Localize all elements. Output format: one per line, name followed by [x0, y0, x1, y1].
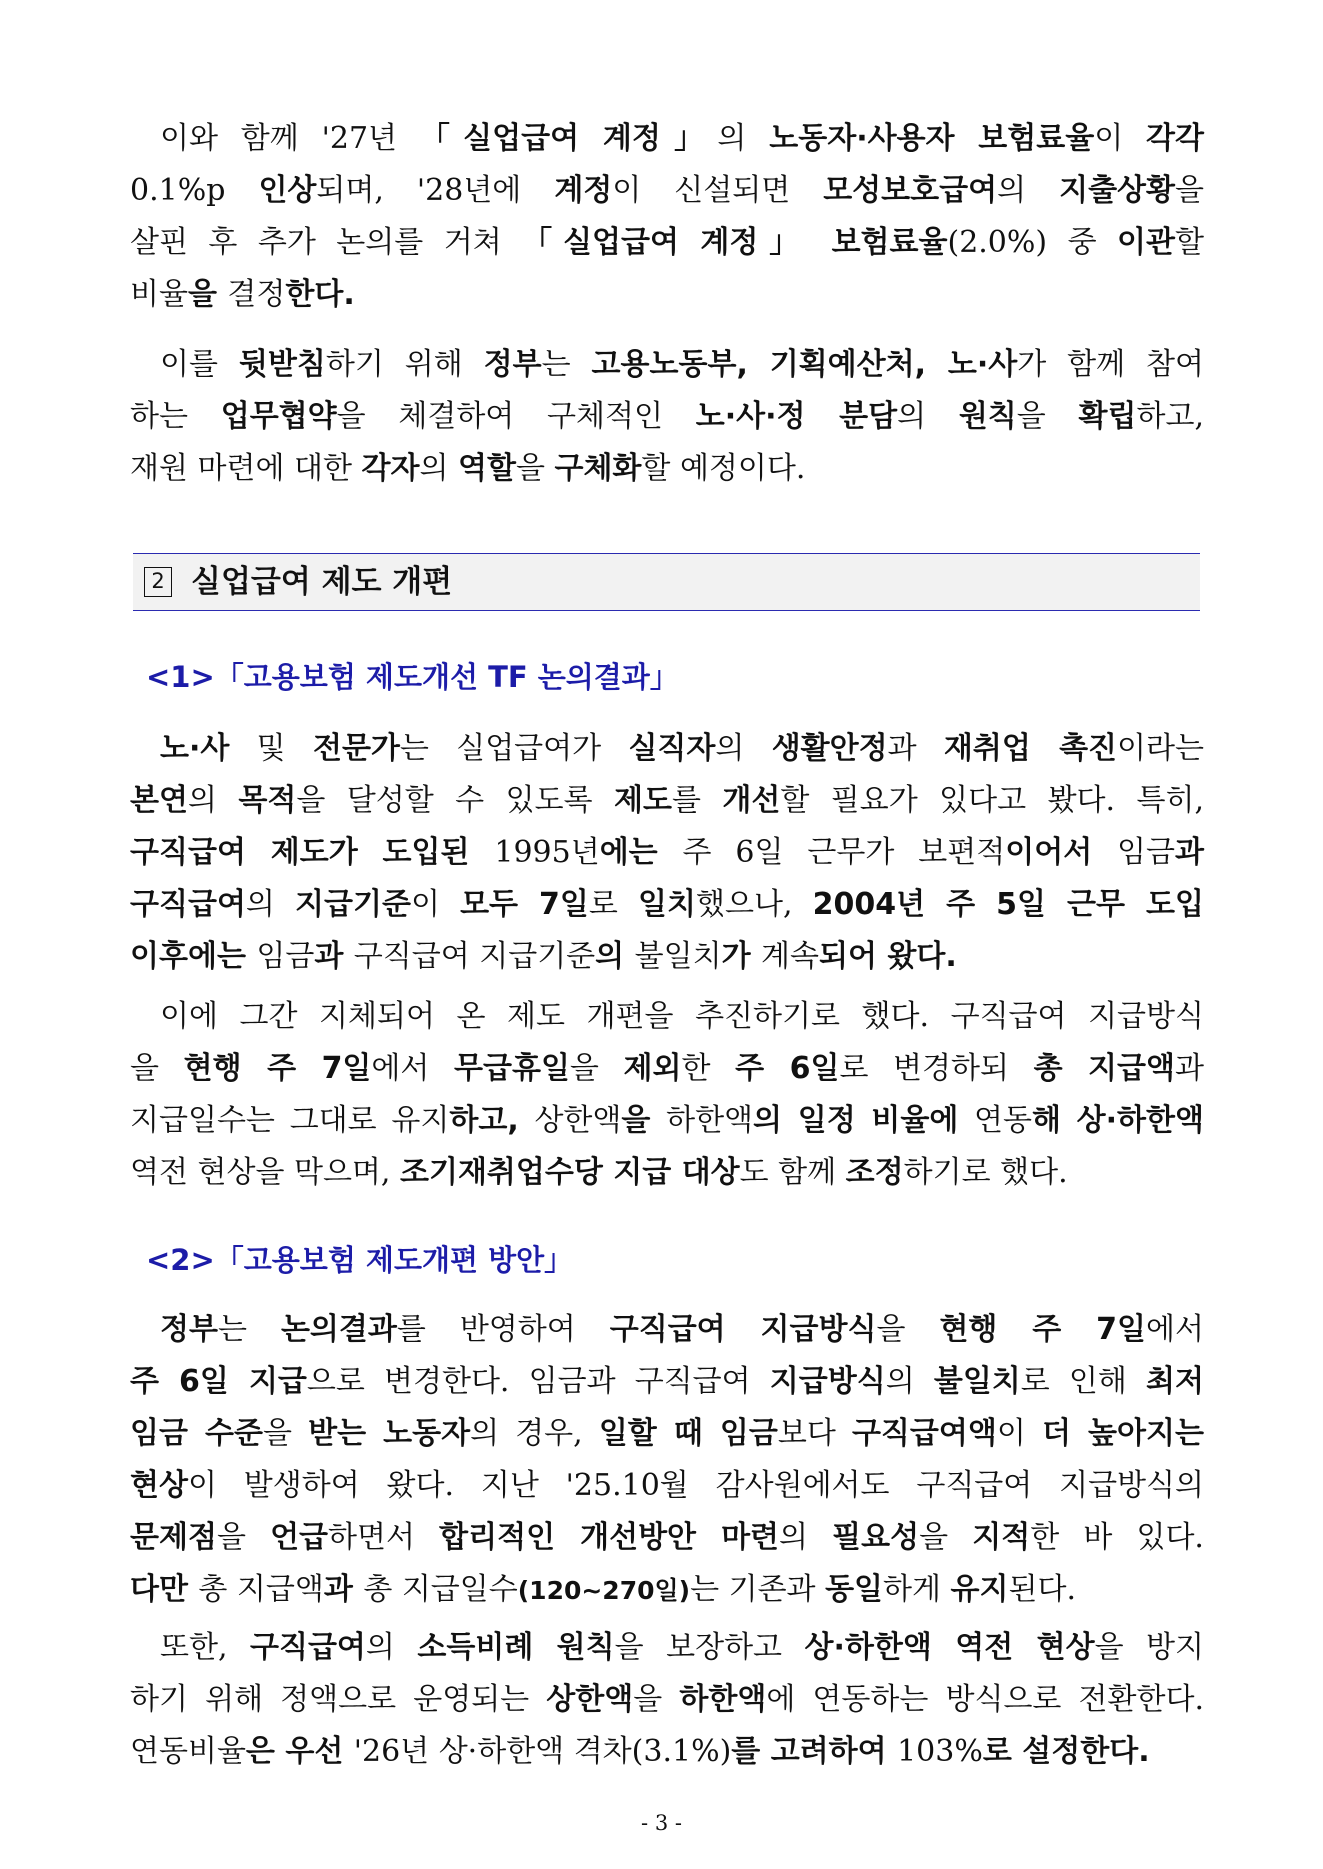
text-run: 의 — [897, 399, 959, 434]
text-run: 또한, — [160, 1630, 250, 1665]
bold-phrase: 되어 왔다. — [818, 939, 957, 974]
paragraph-line — [130, 1674, 1204, 1726]
text-run: '26년 상·하한액 격차(3.1%) — [353, 1734, 732, 1769]
text-run: 하는 — [130, 399, 221, 434]
bold-phrase: 에는 — [599, 835, 683, 870]
text-run: 할 필요가 있다고 봤다. 특히, — [780, 783, 1205, 818]
text-run: 하게 — [883, 1572, 951, 1607]
bold-phrase: 언급 — [270, 1520, 329, 1555]
bold-phrase: 생활안정 — [771, 731, 888, 766]
bold-phrase: 개선 — [722, 783, 781, 818]
paragraph-line — [130, 991, 1204, 1043]
bold-phrase: 상·하한액 역전 현상 — [804, 1630, 1095, 1665]
bold-phrase: 불일치 — [933, 1364, 1021, 1399]
paragraph-line — [130, 879, 1204, 931]
paragraph-line — [130, 1095, 1204, 1147]
text-run: 불일치 — [634, 939, 722, 974]
bold-phrase: 구체화 — [554, 451, 642, 486]
text-run: 총 지급일수 — [363, 1572, 518, 1607]
bold-phrase: 제도 — [614, 783, 672, 818]
text-run: 지급일수는 그대로 유지 — [130, 1103, 450, 1138]
bold-phrase: 정부 — [483, 347, 542, 382]
paragraph-tf-discussion — [130, 723, 1204, 983]
subheading-tf-results: <1>「고용보험 제도개선 TF 논의결과」 — [146, 660, 679, 694]
bold-phrase: 조정 — [845, 1155, 904, 1190]
paragraph-line — [130, 443, 1204, 495]
text-run: 을 — [216, 1520, 271, 1555]
bold-phrase: 다만 — [130, 1572, 199, 1607]
text-run: 결정 — [227, 277, 286, 312]
bold-phrase: 이관 — [1117, 225, 1175, 260]
text-run: 이 신설되면 — [612, 173, 824, 208]
text-run: 의 경우, — [470, 1416, 599, 1451]
text-run: 가 함께 참여 — [1017, 347, 1204, 382]
bold-phrase: 지급기준 — [295, 887, 411, 922]
text-run: 과 — [887, 731, 944, 766]
text-run: 이에 그간 지체되어 온 제도 개편을 추진하기로 했다. 구직급여 지급방식 — [160, 999, 1204, 1034]
bold-phrase: 주 6일 — [735, 1051, 840, 1086]
bold-phrase: 현행 주 7일 — [939, 1312, 1147, 1347]
text-run: 이 발생하여 왔다. 지난 '25.10월 감사원에서도 구직급여 지급방식의 — [187, 1468, 1204, 1503]
bold-phrase: 확립 — [1078, 399, 1137, 434]
bold-phrase: 각각 — [1146, 121, 1204, 156]
bold-phrase: 모두 7일 — [460, 887, 589, 922]
bold-phrase: 현행 주 7일 — [183, 1051, 372, 1086]
paragraph-line — [130, 1147, 1204, 1199]
bold-phrase: 한다. — [285, 277, 355, 312]
text-run: 의 — [885, 1364, 934, 1399]
text-run: 을 — [919, 1520, 973, 1555]
bold-phrase: 무급휴일 — [454, 1051, 570, 1086]
text-run: 임금 — [1117, 835, 1176, 870]
text-run: 하기 위해 정액으로 운영되는 — [130, 1682, 547, 1717]
text-run: 을 — [569, 1051, 624, 1086]
bold-phrase: 하한액 — [679, 1682, 767, 1717]
bold-phrase: 구직급여 지급방식 — [609, 1312, 877, 1347]
bold-phrase: 구직급여 — [130, 887, 246, 922]
text-run: 했으나, — [696, 887, 813, 922]
bold-phrase: 과 — [323, 1572, 364, 1607]
paragraph-reform-plan — [130, 991, 1204, 1199]
text-run: 이를 — [160, 347, 239, 382]
text-run: 의 — [717, 121, 770, 156]
text-run: (2.0%) 중 — [947, 225, 1118, 260]
bold-phrase: 로 설정한다. — [982, 1734, 1150, 1769]
paragraph-line — [130, 1304, 1204, 1356]
section-title: 실업급여 제도 개편 — [191, 564, 453, 600]
bold-phrase: 뒷받침 — [238, 347, 326, 382]
subheading-reform-plan: <2>「고용보험 제도개편 방안」 — [146, 1243, 574, 1277]
paragraph-line — [130, 723, 1204, 775]
text-run: 하한액 — [666, 1103, 754, 1138]
bold-phrase: 과 — [314, 939, 354, 974]
text-run: 한 — [681, 1051, 736, 1086]
text-run: 이 — [410, 887, 461, 922]
bold-phrase: 조기재취업수당 지급 대상 — [399, 1155, 740, 1190]
text-run: 하기 위해 — [325, 347, 484, 382]
bold-phrase: 모성보호급여 — [823, 173, 998, 208]
text-run: 역전 현상을 막으며, — [130, 1155, 400, 1190]
bold-phrase: 을 — [621, 1103, 667, 1138]
text-run: 로 인해 — [1020, 1364, 1147, 1399]
paragraph-line — [130, 1512, 1204, 1564]
text-run: 할 — [1175, 225, 1204, 260]
bold-phrase: 전문가 — [312, 731, 400, 766]
bold-phrase: 「실업급여 계정」 — [419, 121, 718, 156]
bold-phrase: 구직급여 제도가 도입된 — [130, 835, 495, 870]
bold-phrase: 소득비례 원칙 — [417, 1630, 615, 1665]
text-run: 의 — [419, 451, 458, 486]
text-run: 을 보장하고 — [614, 1630, 805, 1665]
bold-phrase: 인상 — [258, 173, 317, 208]
text-run: 을 달성할 수 있도록 — [296, 783, 614, 818]
bold-phrase: 논의결과 — [280, 1312, 397, 1347]
bold-phrase: 각자 — [361, 451, 420, 486]
bold-phrase: 구직급여 — [249, 1630, 366, 1665]
text-run: 를 반영하여 — [396, 1312, 610, 1347]
bold-phrase: 이후에는 — [130, 939, 257, 974]
text-run: 을 — [130, 1051, 184, 1086]
paragraph-line — [130, 217, 1204, 269]
text-run: 으로 변경한다. 임금과 구직급여 — [306, 1364, 770, 1399]
paragraph-line — [130, 931, 1204, 983]
text-run: 의 — [245, 887, 296, 922]
bold-phrase: 구직급여액 — [851, 1416, 997, 1451]
text-run: 의 — [365, 1630, 418, 1665]
bold-phrase: 노동자·사용자 보험료율 — [769, 121, 1095, 156]
paragraph-line — [130, 1356, 1204, 1408]
text-run: 로 — [588, 887, 639, 922]
bold-phrase: 계정 — [554, 173, 613, 208]
paragraph-line — [130, 269, 1204, 321]
text-run: 의 — [187, 783, 239, 818]
bold-phrase: 일할 때 임금 — [598, 1416, 778, 1451]
bold-phrase: 동일 — [825, 1572, 884, 1607]
text-run: 비율 — [130, 277, 188, 312]
text-run: 에 연동하는 방식으로 전환한다. — [766, 1682, 1204, 1717]
bold-phrase: 제외 — [623, 1051, 682, 1086]
bold-phrase: 를 고려하여 — [731, 1734, 898, 1769]
paragraph-line — [130, 1460, 1204, 1512]
text-run: 을 — [633, 1682, 680, 1717]
text-run: 과 — [1175, 1051, 1204, 1086]
bold-phrase: 문제점 — [130, 1520, 217, 1555]
text-run: 상한액 — [534, 1103, 622, 1138]
text-run: 계속 — [761, 939, 819, 974]
text-run: 연동 — [974, 1103, 1032, 1138]
bold-phrase: 노·사 — [160, 731, 230, 766]
text-run: 살핀 후 추가 논의를 거쳐 — [130, 225, 523, 260]
text-run: 임금 — [256, 939, 315, 974]
paragraph-line — [130, 1726, 1204, 1778]
bold-phrase: (120~270일) — [517, 1576, 691, 1605]
bold-phrase: 지급방식 — [769, 1364, 886, 1399]
text-run: 된다. — [1008, 1572, 1077, 1607]
bold-phrase: 총 지급액 — [1033, 1051, 1175, 1086]
text-run: 한 바 있다. — [1030, 1520, 1204, 1555]
text-run: 는 — [541, 347, 592, 382]
bold-phrase: 노·사·정 분담 — [695, 399, 898, 434]
text-run: 을 — [1016, 399, 1079, 434]
bold-phrase: 을 — [187, 277, 228, 312]
bold-phrase: 의 — [595, 939, 635, 974]
bold-phrase: 지출상황 — [1059, 173, 1176, 208]
text-run: 하고, — [1136, 399, 1204, 434]
text-run: 의 — [779, 1520, 833, 1555]
text-run: 의 — [715, 731, 772, 766]
bold-phrase: 하고, — [449, 1103, 535, 1138]
bold-phrase: 가 — [721, 939, 761, 974]
text-run: 는 — [217, 1312, 281, 1347]
text-run: 구직급여 지급기준 — [353, 939, 596, 974]
text-run: 도 함께 — [739, 1155, 846, 1190]
text-run: 의 — [997, 173, 1060, 208]
text-run: 을 방지 — [1094, 1630, 1204, 1665]
bold-phrase: 지적 — [972, 1520, 1031, 1555]
bold-phrase: 은 우선 — [245, 1734, 354, 1769]
paragraph-insurance-rate — [130, 113, 1204, 321]
paragraph-payment-method — [130, 1304, 1204, 1617]
text-run: 주 6일 근무가 보편적 — [682, 835, 1006, 870]
bold-phrase: 유지 — [950, 1572, 1009, 1607]
text-run: 하면서 — [328, 1520, 440, 1555]
text-run: 0.1%p — [130, 173, 259, 208]
bold-phrase: 임금 수준 — [130, 1416, 263, 1451]
paragraph-line — [130, 1622, 1204, 1674]
text-run: 연동비율 — [130, 1734, 246, 1769]
text-run: 이 — [1094, 121, 1147, 156]
text-run: 을 — [876, 1312, 940, 1347]
text-run: 을 — [262, 1416, 309, 1451]
bold-phrase: 상한액 — [546, 1682, 634, 1717]
paragraph-line — [130, 827, 1204, 879]
bold-phrase: 재취업 촉진 — [943, 731, 1118, 766]
text-run: 로 변경하되 — [839, 1051, 1034, 1086]
text-run: 을 체결하여 구체적인 — [336, 399, 696, 434]
text-run: 보다 — [777, 1416, 852, 1451]
text-run: 이라는 — [1117, 731, 1204, 766]
paragraph-line — [130, 1408, 1204, 1460]
paragraph-line — [130, 339, 1204, 391]
bold-phrase: 정부 — [160, 1312, 218, 1347]
paragraph-line — [130, 113, 1204, 165]
bold-phrase: 「실업급여 계정」 보험료율 — [522, 225, 948, 260]
bold-phrase: 일치 — [638, 887, 696, 922]
text-run: 1995년 — [494, 835, 600, 870]
bold-phrase: 업무협약 — [220, 399, 337, 434]
text-run: 이와 함께 '27년 — [160, 121, 420, 156]
text-run: 을 — [515, 451, 555, 486]
bold-phrase: 의 일정 비율에 — [753, 1103, 975, 1138]
page-number: - 3 - — [641, 1811, 682, 1835]
bold-phrase: 본연 — [130, 783, 188, 818]
text-run: 할 예정이다. — [641, 451, 806, 486]
bold-phrase: 고용노동부, 기획예산처, 노·사 — [591, 347, 1018, 382]
bold-phrase: 해 상·하한액 — [1032, 1103, 1204, 1138]
bold-phrase: 더 높아지는 — [1041, 1416, 1204, 1451]
paragraph-line — [130, 1043, 1204, 1095]
bold-phrase: 현상 — [130, 1468, 188, 1503]
text-run: 되며, '28년에 — [316, 173, 555, 208]
bold-phrase: 주 6일 지급 — [130, 1364, 307, 1399]
bold-phrase: 2004년 주 5일 근무 도입 — [812, 887, 1204, 922]
paragraph-cap-floor-link — [130, 1622, 1204, 1778]
bold-phrase: 이어서 — [1005, 835, 1118, 870]
text-run: 에서 — [1146, 1312, 1204, 1347]
paragraph-line — [130, 165, 1204, 217]
paragraph-mou — [130, 339, 1204, 495]
bold-phrase: 받는 노동자 — [308, 1416, 471, 1451]
paragraph-line — [130, 1564, 1204, 1617]
bold-phrase: 필요성 — [832, 1520, 920, 1555]
paragraph-line — [130, 391, 1204, 443]
paragraph-line — [130, 775, 1204, 827]
section-number-box: 2 — [144, 567, 172, 597]
bold-phrase: 원칙 — [958, 399, 1017, 434]
bold-phrase: 최저 — [1146, 1364, 1205, 1399]
text-run: 는 기존과 — [690, 1572, 826, 1607]
bold-phrase: 합리적인 개선방안 마련 — [439, 1520, 780, 1555]
text-run: 이 — [996, 1416, 1042, 1451]
text-run: 및 — [229, 731, 313, 766]
bold-phrase: 과 — [1175, 835, 1204, 870]
text-run: 103% — [897, 1734, 983, 1769]
section-header — [133, 553, 1200, 611]
text-run: 는 실업급여가 — [399, 731, 629, 766]
text-run: 에서 — [371, 1051, 454, 1086]
bold-phrase: 역할 — [457, 451, 516, 486]
bold-phrase: 목적 — [238, 783, 297, 818]
text-run: 를 — [671, 783, 723, 818]
bold-phrase: 실직자 — [628, 731, 716, 766]
text-run: 을 — [1175, 173, 1204, 208]
text-run: 재원 마련에 대한 — [130, 451, 362, 486]
text-run: 하기로 했다. — [903, 1155, 1068, 1190]
text-run: 총 지급액 — [198, 1572, 324, 1607]
